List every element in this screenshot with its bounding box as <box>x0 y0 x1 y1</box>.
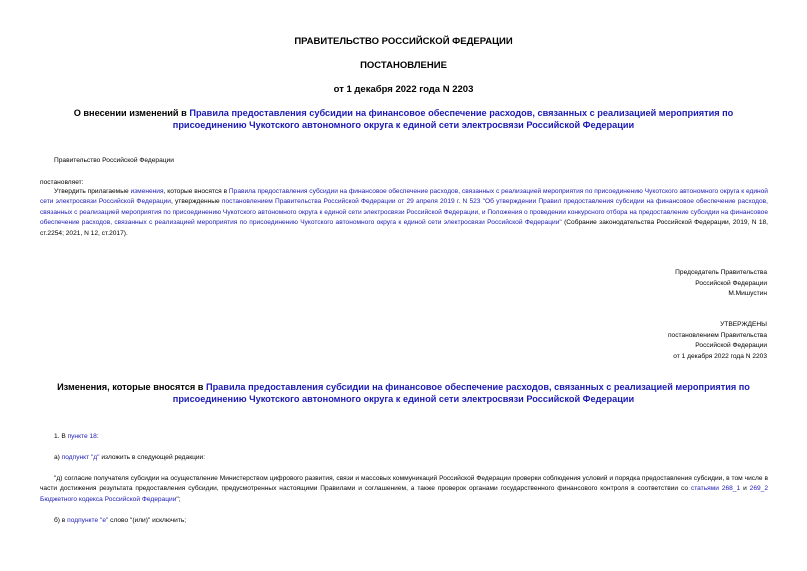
quoted-subpoint-d <box>40 474 768 505</box>
signature-block <box>675 268 767 300</box>
decree-523-link[interactable]: постановлением Правительства Российской Федерации от 29 апреля 2019 г. N 523 "Об утверждении Правил предоставления субсидии на финансовое обеспечение расходов, связанных с реализацией мероприятия по присоединению Чукотского автономного округа к единой сети электросвязи Российской Федерации, и Положения о проведении конкурсного отбора на предоставление субсидии на финансовое обеспечение расходов, связанных с реализацией мероприятия по присоединению Чукотского автономного округа к единой сети электросвязи Российской Федерации" <box>40 198 768 227</box>
body-text-3: , утвержденные <box>170 198 222 206</box>
body-text-1: Утвердить прилагаемые <box>54 188 131 195</box>
item-a-text-2: изложить в следующей редакции: <box>99 454 206 461</box>
quote-text-1: "д) согласие получателя субсидии на осуществление Министерством цифрового развития, связи и массовых коммуникаций Российской Федерации проверки соблюдения условий и порядка предоставления субсидии, в том числе в части достижения результата предоставления субсидии, предусмотренных настоящими Правилами и соглашением, а также проверок органами государственного финансового контроля в соответствии со <box>40 475 768 493</box>
document-date-number: от 1 декабря 2022 года N 2203 <box>333 84 474 95</box>
changes-title <box>40 381 767 405</box>
rules-link[interactable]: Правила предоставления субсидии на финансовое обеспечение расходов, связанных с реализацией мероприятия по присоединению Чукотского автономного округа к единой сети электросвязи Российской Федерации <box>172 108 734 130</box>
changes-title-prefix: Изменения, которые вносятся в <box>57 382 206 392</box>
signature-position-line2: Российской Федерации <box>695 279 767 287</box>
item-a-text-1: а) <box>54 454 62 461</box>
item-b <box>40 516 768 526</box>
body-text-4: (Собрание законодательства Российской Федерации, 2019, N 18, ст.2254; 2021, N 12, ст.2017). <box>40 219 769 237</box>
quote-text-2: и <box>740 485 750 493</box>
subpoint-d-link[interactable]: подпункт "д" <box>61 454 100 461</box>
body-text-2: , которые вносятся в <box>163 188 229 195</box>
item-1-text-2: : <box>96 433 99 440</box>
resolution-body <box>40 187 768 239</box>
approval-line4: от 1 декабря 2022 года N 2203 <box>673 352 767 360</box>
subpoint-e-link[interactable]: подпункте "е" <box>67 517 109 524</box>
approval-line1: УТВЕРЖДЕНЫ <box>720 321 767 328</box>
item-b-text-1: б) в <box>54 517 68 524</box>
approval-block <box>668 320 767 362</box>
item-a <box>40 453 768 463</box>
document-title-prefix: О внесении изменений в <box>73 108 190 118</box>
item-b-text-2: слово "(или)" исключить; <box>108 517 187 524</box>
item-1 <box>40 432 768 442</box>
point-18-link[interactable]: пункте 18 <box>67 433 97 440</box>
government-heading: ПРАВИТЕЛЬСТВО РОССИЙСКОЙ ФЕДЕРАЦИИ <box>294 36 513 47</box>
rules-link-changes[interactable]: Правила предоставления субсидии на финансовое обеспечение расходов, связанных с реализацией мероприятия по присоединению Чукотского автономного округа к единой сети электросвязи Российской Федерации <box>172 382 750 404</box>
article-269-2-link[interactable]: 269_2 Бюджетного кодекса Российской Федерации <box>40 485 768 503</box>
document-type-heading: ПОСТАНОВЛЕНИЕ <box>360 60 447 71</box>
rules-link-body[interactable]: Правила предоставления субсидии на финансовое обеспечение расходов, связанных с реализацией мероприятия по присоединению Чукотского автономного округа к единой сети электросвязи Российской Федерации <box>40 188 768 206</box>
document-title <box>40 107 767 131</box>
approval-line2: постановлением Правительства <box>667 331 767 339</box>
quote-text-3: "; <box>176 495 181 503</box>
preamble-decrees: постановляет: <box>40 179 84 186</box>
article-268-1-link[interactable]: статьями 268_1 <box>690 485 741 493</box>
approval-line3: Российской Федерации <box>695 342 767 350</box>
signature-name: М.Мишустин <box>728 290 767 298</box>
preamble-government: Правительство Российской Федерации <box>54 157 174 164</box>
item-1-text-1: 1. В <box>54 433 68 440</box>
changes-link[interactable]: изменения <box>130 188 164 195</box>
signature-position-line1: Председатель Правительства <box>675 269 767 276</box>
